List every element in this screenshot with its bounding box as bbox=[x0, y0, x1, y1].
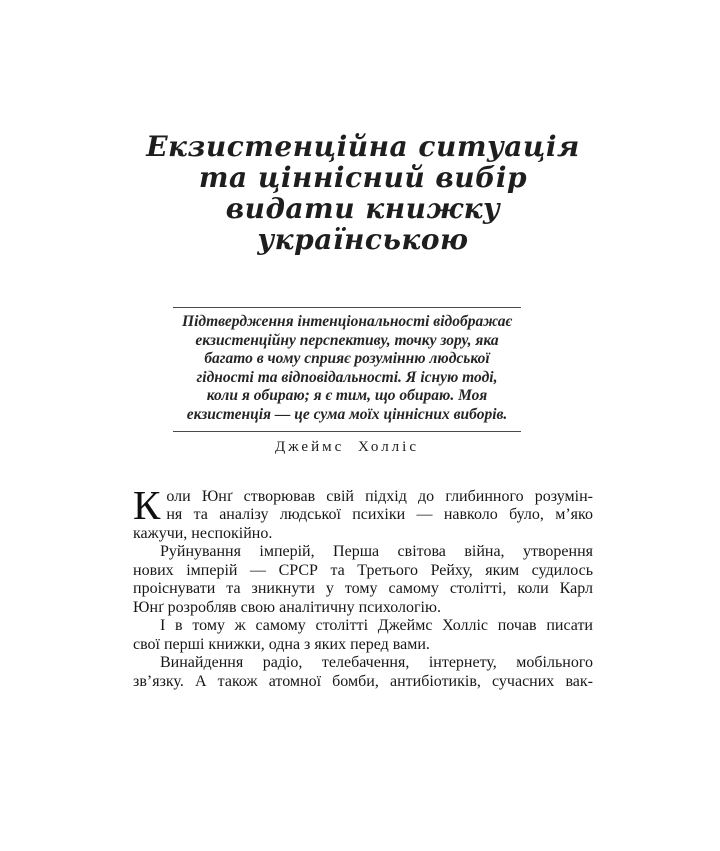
epigraph-line: Підтвердження інтенціональності відображає bbox=[182, 313, 512, 330]
epigraph-attribution: Джеймс Холліс bbox=[275, 438, 419, 455]
epigraph-line: гідності та відповідальності. Я існую тоді, bbox=[196, 368, 498, 386]
body-line: Винайдення радіо, телебачення, інтернету, мобільного bbox=[160, 654, 593, 672]
paragraph bbox=[133, 543, 593, 617]
text-block bbox=[0, 131, 720, 691]
paragraph bbox=[133, 617, 593, 654]
chapter-title-line: та ціннісний вибір bbox=[198, 161, 528, 194]
body-text bbox=[133, 481, 593, 692]
book-page bbox=[0, 131, 720, 851]
chapter-title bbox=[133, 131, 593, 255]
body-line: ня та аналізу людської психіки — навколо було, м’яко bbox=[166, 506, 593, 524]
body-line: свої перші книжки, одна з яких перед вами. bbox=[133, 635, 430, 653]
paragraph bbox=[133, 654, 593, 691]
body-line: проіснувати та зникнути у тому самому столітті, коли Карл bbox=[133, 580, 593, 598]
paragraph bbox=[133, 481, 593, 544]
chapter-title-line: Екзистенційна ситуація bbox=[146, 130, 580, 163]
body-line: І в тому ж самому столітті Джеймс Холліс почав писати bbox=[160, 617, 593, 635]
body-line: оли Юнґ створював свій підхід до глибинного розумін- bbox=[166, 487, 593, 505]
body-line: Руйнування імперій, Перша світова війна, утворення bbox=[160, 543, 593, 561]
body-line: Юнґ розробляв свою аналітичну психологію. bbox=[133, 598, 441, 616]
epigraph-line: багато в чому сприяє розумінню людської bbox=[204, 350, 490, 368]
body-line: зв’язку. А також атомної бомби, антибіотиків, сучасних вак- bbox=[133, 672, 593, 690]
body-line: кажучи, неспокійно. bbox=[133, 524, 273, 542]
epigraph-quote bbox=[173, 307, 521, 432]
body-line: нових імперій — СРСР та Третього Рейху, яким судилось bbox=[133, 561, 593, 579]
epigraph-line: екзистенція — це сума моїх ціннісних виборів. bbox=[186, 405, 508, 423]
drop-cap: К bbox=[133, 481, 161, 528]
epigraph-line: екзистенційну перспективу, точку зору, яка bbox=[195, 331, 499, 349]
chapter-title-line: видати книжку українською bbox=[225, 192, 501, 256]
epigraph-line: коли я обираю; я є тим, що обираю. Моя bbox=[206, 387, 488, 405]
